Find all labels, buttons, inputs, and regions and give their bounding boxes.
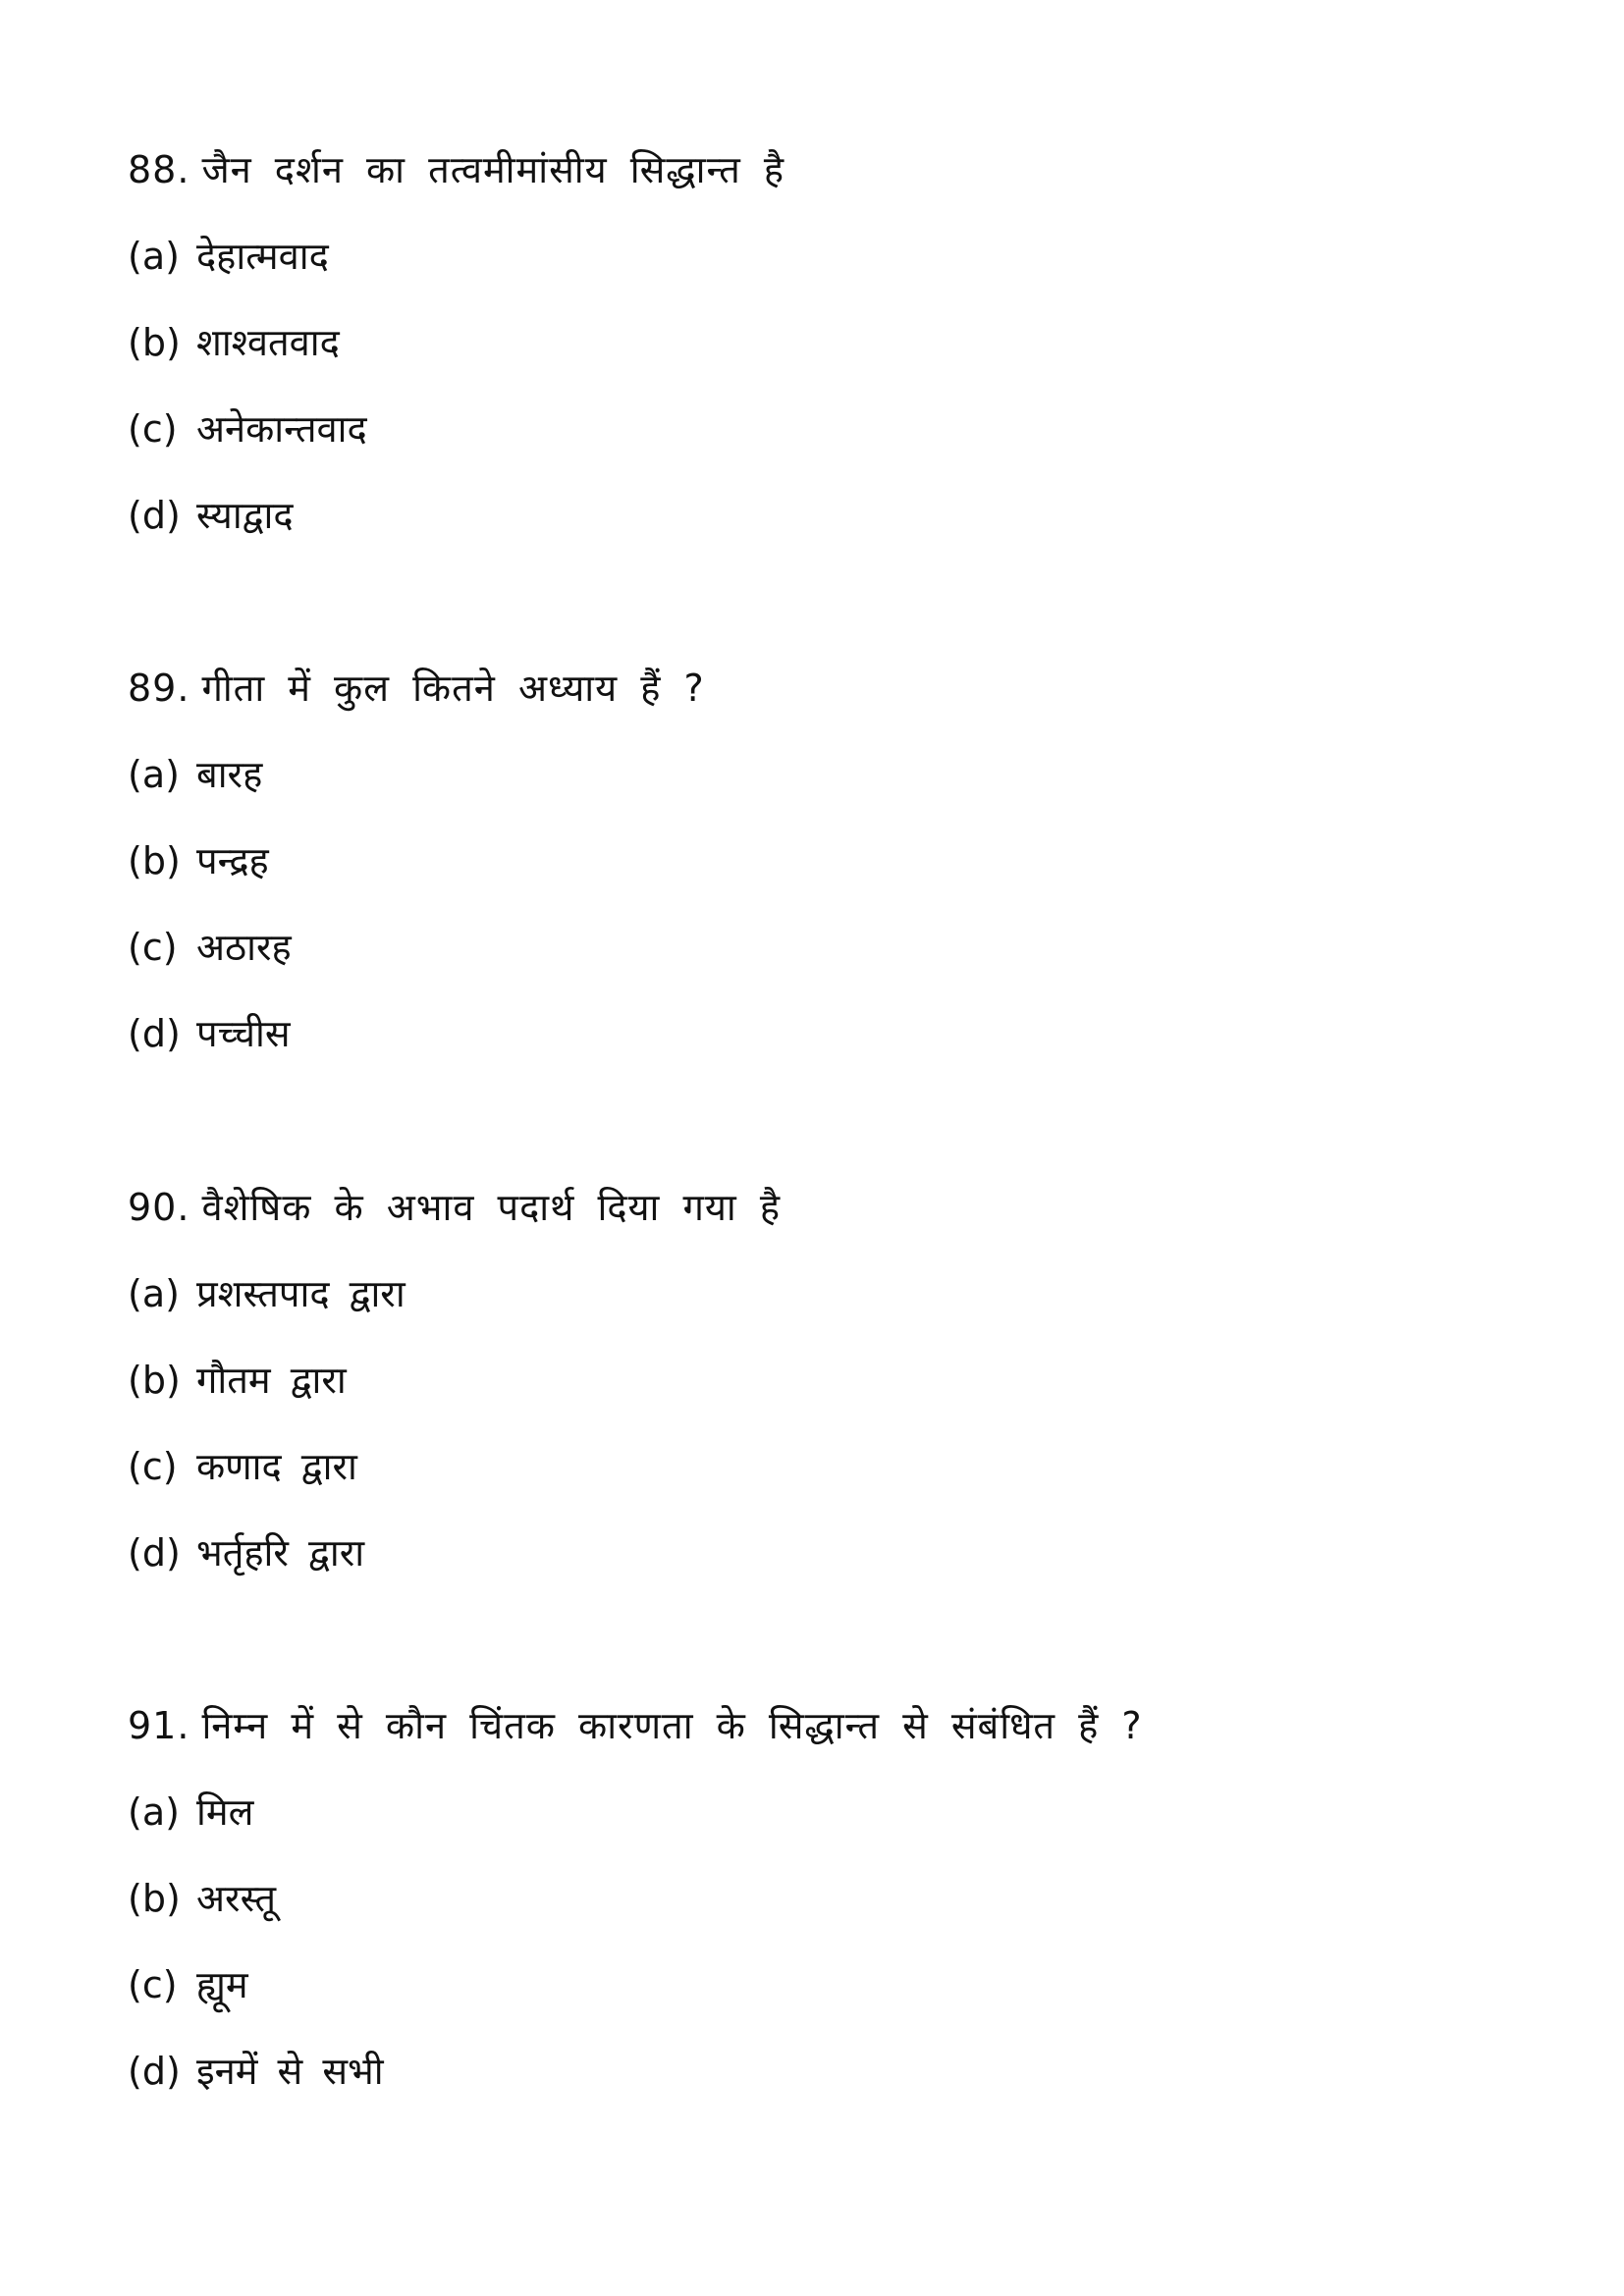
- question-number: 90.: [128, 1186, 190, 1229]
- options-list: [128, 750, 1502, 1058]
- options-list: [128, 232, 1502, 540]
- option-text: ह्यूम: [196, 1963, 248, 2006]
- option-c: [128, 923, 1502, 972]
- option-b: [128, 836, 1502, 885]
- question-text-line: [128, 664, 1502, 713]
- option-label: (d): [128, 2050, 181, 2093]
- option-label: (c): [128, 926, 178, 969]
- option-c: [128, 404, 1502, 454]
- option-d: [128, 1009, 1502, 1058]
- option-text: इनमें से सभी: [196, 2050, 384, 2093]
- question-number: 88.: [128, 148, 190, 191]
- option-label: (c): [128, 407, 178, 451]
- option-c: [128, 1960, 1502, 2009]
- option-text: देहात्मवाद: [196, 235, 329, 278]
- option-label: (b): [128, 1877, 181, 1920]
- question-text: जैन दर्शन का तत्वमीमांसीय सिद्धान्त है: [201, 148, 785, 191]
- question-90: [128, 1183, 1502, 1615]
- option-text: प्रशस्तपाद द्वारा: [196, 1272, 406, 1315]
- options-list: [128, 1788, 1502, 2096]
- option-a: [128, 1269, 1502, 1318]
- option-a: [128, 750, 1502, 799]
- option-text: गौतम द्वारा: [196, 1359, 347, 1402]
- option-label: (a): [128, 1790, 180, 1834]
- question-88: [128, 145, 1502, 577]
- question-text: वैशेषिक के अभाव पदार्थ दिया गया है: [201, 1186, 782, 1229]
- option-b: [128, 1874, 1502, 1923]
- option-text: स्याद्वाद: [196, 494, 294, 537]
- question-91: [128, 1701, 1502, 2133]
- option-d: [128, 2047, 1502, 2096]
- question-text-line: [128, 145, 1502, 194]
- option-c: [128, 1442, 1502, 1491]
- option-text: पन्द्रह: [196, 839, 269, 882]
- option-label: (d): [128, 494, 181, 537]
- option-label: (c): [128, 1445, 178, 1488]
- option-label: (a): [128, 753, 180, 796]
- option-label: (d): [128, 1012, 181, 1055]
- option-b: [128, 1356, 1502, 1405]
- question-89: [128, 664, 1502, 1095]
- question-text: गीता में कुल कितने अध्याय हैं ?: [201, 667, 705, 710]
- option-text: कणाद द्वारा: [196, 1445, 357, 1488]
- option-label: (d): [128, 1531, 181, 1575]
- question-number: 89.: [128, 667, 190, 710]
- option-text: बारह: [196, 753, 263, 796]
- options-list: [128, 1269, 1502, 1577]
- option-text: पच्चीस: [196, 1012, 291, 1055]
- question-text: निम्न में से कौन चिंतक कारणता के सिद्धान्त से संबंधित हैं ?: [201, 1704, 1143, 1747]
- option-label: (b): [128, 321, 181, 364]
- option-text: भर्तृहरि द्वारा: [196, 1531, 365, 1575]
- option-d: [128, 491, 1502, 540]
- option-label: (b): [128, 1359, 181, 1402]
- option-b: [128, 318, 1502, 367]
- option-label: (a): [128, 1272, 180, 1315]
- question-text-line: [128, 1183, 1502, 1232]
- option-d: [128, 1528, 1502, 1577]
- question-text-line: [128, 1701, 1502, 1750]
- option-label: (a): [128, 235, 180, 278]
- question-number: 91.: [128, 1704, 190, 1747]
- option-a: [128, 1788, 1502, 1837]
- option-text: शाश्वतवाद: [196, 321, 340, 364]
- option-a: [128, 232, 1502, 281]
- option-label: (b): [128, 839, 181, 882]
- option-text: अरस्तू: [196, 1877, 277, 1920]
- option-text: मिल: [196, 1790, 254, 1834]
- option-label: (c): [128, 1963, 178, 2006]
- option-text: अठारह: [196, 926, 292, 969]
- option-text: अनेकान्तवाद: [196, 407, 367, 451]
